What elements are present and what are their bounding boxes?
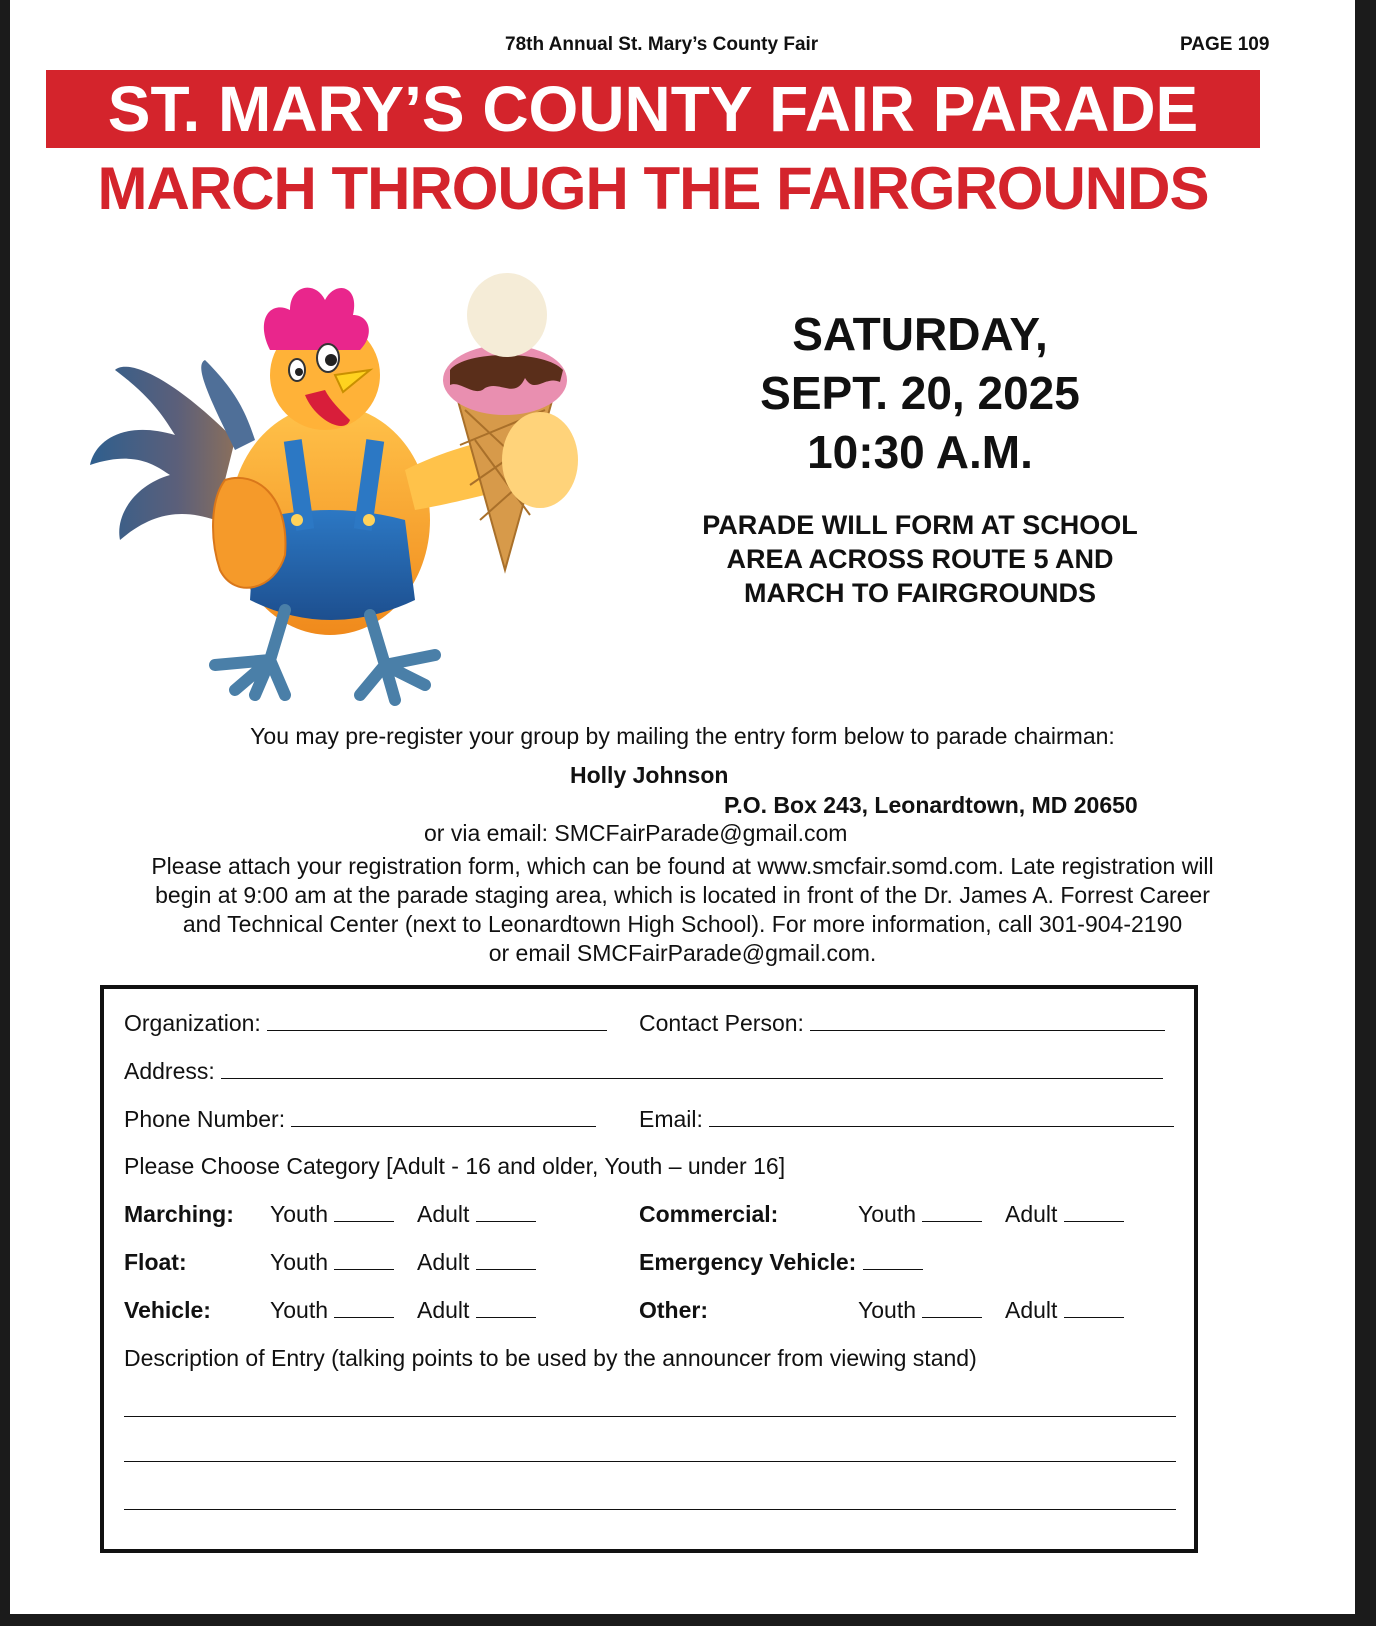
event-datetime (670, 305, 1170, 482)
address-field[interactable] (221, 1058, 1163, 1079)
event-time: 10:30 A.M. (807, 426, 1033, 478)
adult-label: Adult (1005, 1297, 1058, 1323)
youth-label: Youth (858, 1297, 916, 1323)
address-row (124, 1057, 1163, 1085)
chairman-name: Holly Johnson (570, 762, 729, 788)
youth-label: Youth (858, 1201, 916, 1227)
emergency-label: Emergency Vehicle: (639, 1249, 857, 1275)
email-label: Email: (639, 1106, 703, 1132)
details-line: begin at 9:00 am at the parade staging area, which is located in front of the Dr. James A. Forrest Career (155, 882, 1210, 908)
category-instruction: Please Choose Category [Adult - 16 and older, Youth – under 16] (124, 1153, 786, 1179)
vehicle-label: Vehicle: (124, 1297, 211, 1323)
organization-label: Organization: (124, 1010, 261, 1036)
details-line: Please attach your registration form, which can be found at www.smcfair.somd.com. Late registration will (151, 853, 1214, 879)
phone-label: Phone Number: (124, 1106, 286, 1132)
float-adult (417, 1248, 536, 1276)
adult-label: Adult (417, 1201, 470, 1227)
youth-label: Youth (270, 1201, 328, 1227)
description-label: Description of Entry (talking points to be used by the announcer from viewing stand) (124, 1345, 977, 1371)
contact-label: Contact Person: (639, 1010, 804, 1036)
vehicle-adult-field[interactable] (476, 1297, 536, 1318)
organization-row (124, 1009, 607, 1037)
contact-field[interactable] (810, 1010, 1165, 1031)
newspaper-page (10, 0, 1355, 1614)
description-line-3[interactable] (124, 1509, 1176, 1510)
other-adult (1005, 1296, 1124, 1324)
adult-label: Adult (417, 1297, 470, 1323)
marching-youth-field[interactable] (334, 1201, 394, 1222)
title-banner: ST. MARY’S COUNTY FAIR PARADE (46, 70, 1260, 148)
adult-label: Adult (1005, 1201, 1058, 1227)
other-youth (858, 1296, 982, 1324)
rooster-with-ice-cream-icon (85, 270, 605, 710)
formation-line: MARCH TO FAIRGROUNDS (743, 578, 1096, 608)
event-date: SEPT. 20, 2025 (760, 367, 1080, 419)
commercial-label: Commercial: (639, 1201, 779, 1227)
description-line-1[interactable] (124, 1416, 1176, 1417)
organization-field[interactable] (267, 1010, 607, 1031)
subtitle: MARCH THROUGH THE FAIRGROUNDS (97, 155, 1209, 222)
commercial-adult (1005, 1200, 1124, 1228)
marching-youth (270, 1200, 394, 1228)
float-youth (270, 1248, 394, 1276)
youth-label: Youth (270, 1249, 328, 1275)
vehicle-youth-field[interactable] (334, 1297, 394, 1318)
formation-line: AREA ACROSS ROUTE 5 AND (726, 544, 1114, 574)
vehicle-youth (270, 1296, 394, 1324)
email-field[interactable] (709, 1106, 1174, 1127)
chairman-email: or via email: SMCFairParade@gmail.com (424, 820, 848, 846)
chairman-address: P.O. Box 243, Leonardtown, MD 20650 (724, 792, 1138, 818)
marching-adult-field[interactable] (476, 1201, 536, 1222)
adult-label: Adult (417, 1249, 470, 1275)
running-header (10, 34, 1355, 58)
details-line: or email SMCFairParade@gmail.com. (488, 940, 877, 966)
float-adult-field[interactable] (476, 1249, 536, 1270)
address-label: Address: (124, 1058, 215, 1084)
formation-line: PARADE WILL FORM AT SCHOOL (702, 510, 1138, 540)
email-row (639, 1105, 1174, 1133)
other-label: Other: (639, 1297, 708, 1323)
float-youth-field[interactable] (334, 1249, 394, 1270)
parade-formation-note (660, 508, 1180, 610)
commercial-adult-field[interactable] (1064, 1201, 1124, 1222)
description-line-2[interactable] (124, 1461, 1176, 1462)
float-label: Float: (124, 1249, 187, 1275)
other-youth-field[interactable] (922, 1297, 982, 1318)
page-number: PAGE 109 (1180, 34, 1270, 55)
youth-label: Youth (270, 1297, 328, 1323)
phone-field[interactable] (291, 1106, 596, 1127)
other-adult-field[interactable] (1064, 1297, 1124, 1318)
marching-adult (417, 1200, 536, 1228)
entry-form (100, 985, 1198, 1553)
registration-details (50, 852, 1315, 968)
contact-row (639, 1009, 1165, 1037)
phone-row (124, 1105, 596, 1133)
commercial-youth-field[interactable] (922, 1201, 982, 1222)
commercial-youth (858, 1200, 982, 1228)
vehicle-adult (417, 1296, 536, 1324)
marching-label: Marching: (124, 1201, 234, 1227)
event-day: SATURDAY, (792, 308, 1048, 360)
emergency-vehicle-field[interactable] (863, 1249, 923, 1270)
emergency-vehicle-row (639, 1248, 923, 1276)
running-title: 78th Annual St. Mary’s County Fair (505, 34, 819, 55)
details-line: and Technical Center (next to Leonardtown High School). For more information, call 301-904-2190 (182, 911, 1183, 937)
preregister-intro: You may pre-register your group by mailing the entry form below to parade chairman: (250, 723, 1115, 749)
